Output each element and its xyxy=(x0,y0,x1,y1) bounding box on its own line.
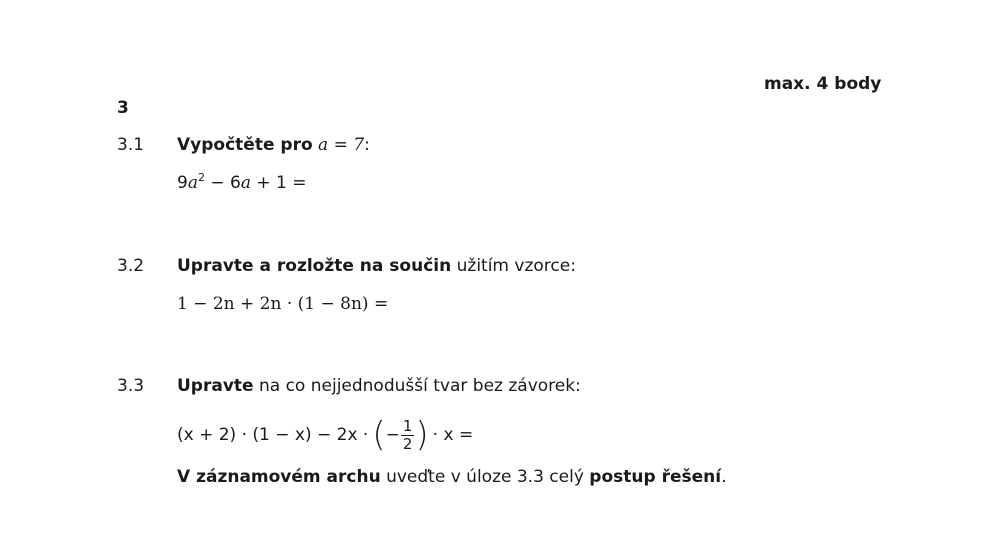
fraction-denominator: 2 xyxy=(402,434,413,453)
expr-var: a xyxy=(187,173,198,193)
note-end: . xyxy=(721,467,727,487)
expr-minus-term: − 6 xyxy=(210,173,241,193)
note-middle: uveďte v úloze 3.3 celý xyxy=(386,467,584,487)
task-number: 3 xyxy=(117,98,129,118)
instruction-rest: užitím vzorce: xyxy=(456,256,576,276)
expr-fraction xyxy=(401,418,415,453)
expression-3-1 xyxy=(177,173,307,193)
item-instruction-3-1 xyxy=(177,135,370,155)
max-points-label: max. 4 body xyxy=(764,74,882,94)
instruction-rest: : xyxy=(364,135,370,155)
expr-var2: a xyxy=(240,173,251,193)
expr-exponent: 2 xyxy=(197,171,205,184)
expr-left: (x + 2) · (1 − x) − 2x · xyxy=(177,425,369,445)
answer-sheet-note xyxy=(177,467,726,487)
expr-paren-close: ) xyxy=(415,415,429,455)
instruction-bold: Vypočtěte pro xyxy=(177,135,313,155)
note-bold-1: V záznamovém archu xyxy=(177,467,381,487)
expr-coef: 9 xyxy=(177,173,188,193)
fraction-numerator: 1 xyxy=(402,416,413,435)
note-bold-2: postup řešení xyxy=(589,467,722,487)
item-number-3-2: 3.2 xyxy=(117,256,145,276)
item-instruction-3-3 xyxy=(177,376,581,396)
expr-paren-open: ( xyxy=(372,415,386,455)
expr-right: · x = xyxy=(432,425,474,445)
instruction-math: a = 7 xyxy=(318,135,365,155)
expression-3-3 xyxy=(177,413,473,457)
expr-tail: + 1 = xyxy=(256,173,307,193)
item-number-3-3: 3.3 xyxy=(117,376,145,396)
instruction-bold: Upravte a rozložte na součin xyxy=(177,256,452,276)
item-instruction-3-2 xyxy=(177,256,576,276)
item-number-3-1: 3.1 xyxy=(117,135,145,155)
instruction-bold: Upravte xyxy=(177,376,254,396)
instruction-rest: na co nejjednodušší tvar bez závorek: xyxy=(258,376,581,396)
expression-3-2: 1 − 2n + 2n · (1 − 8n) = xyxy=(177,294,389,314)
expr-minus: − xyxy=(385,425,400,445)
